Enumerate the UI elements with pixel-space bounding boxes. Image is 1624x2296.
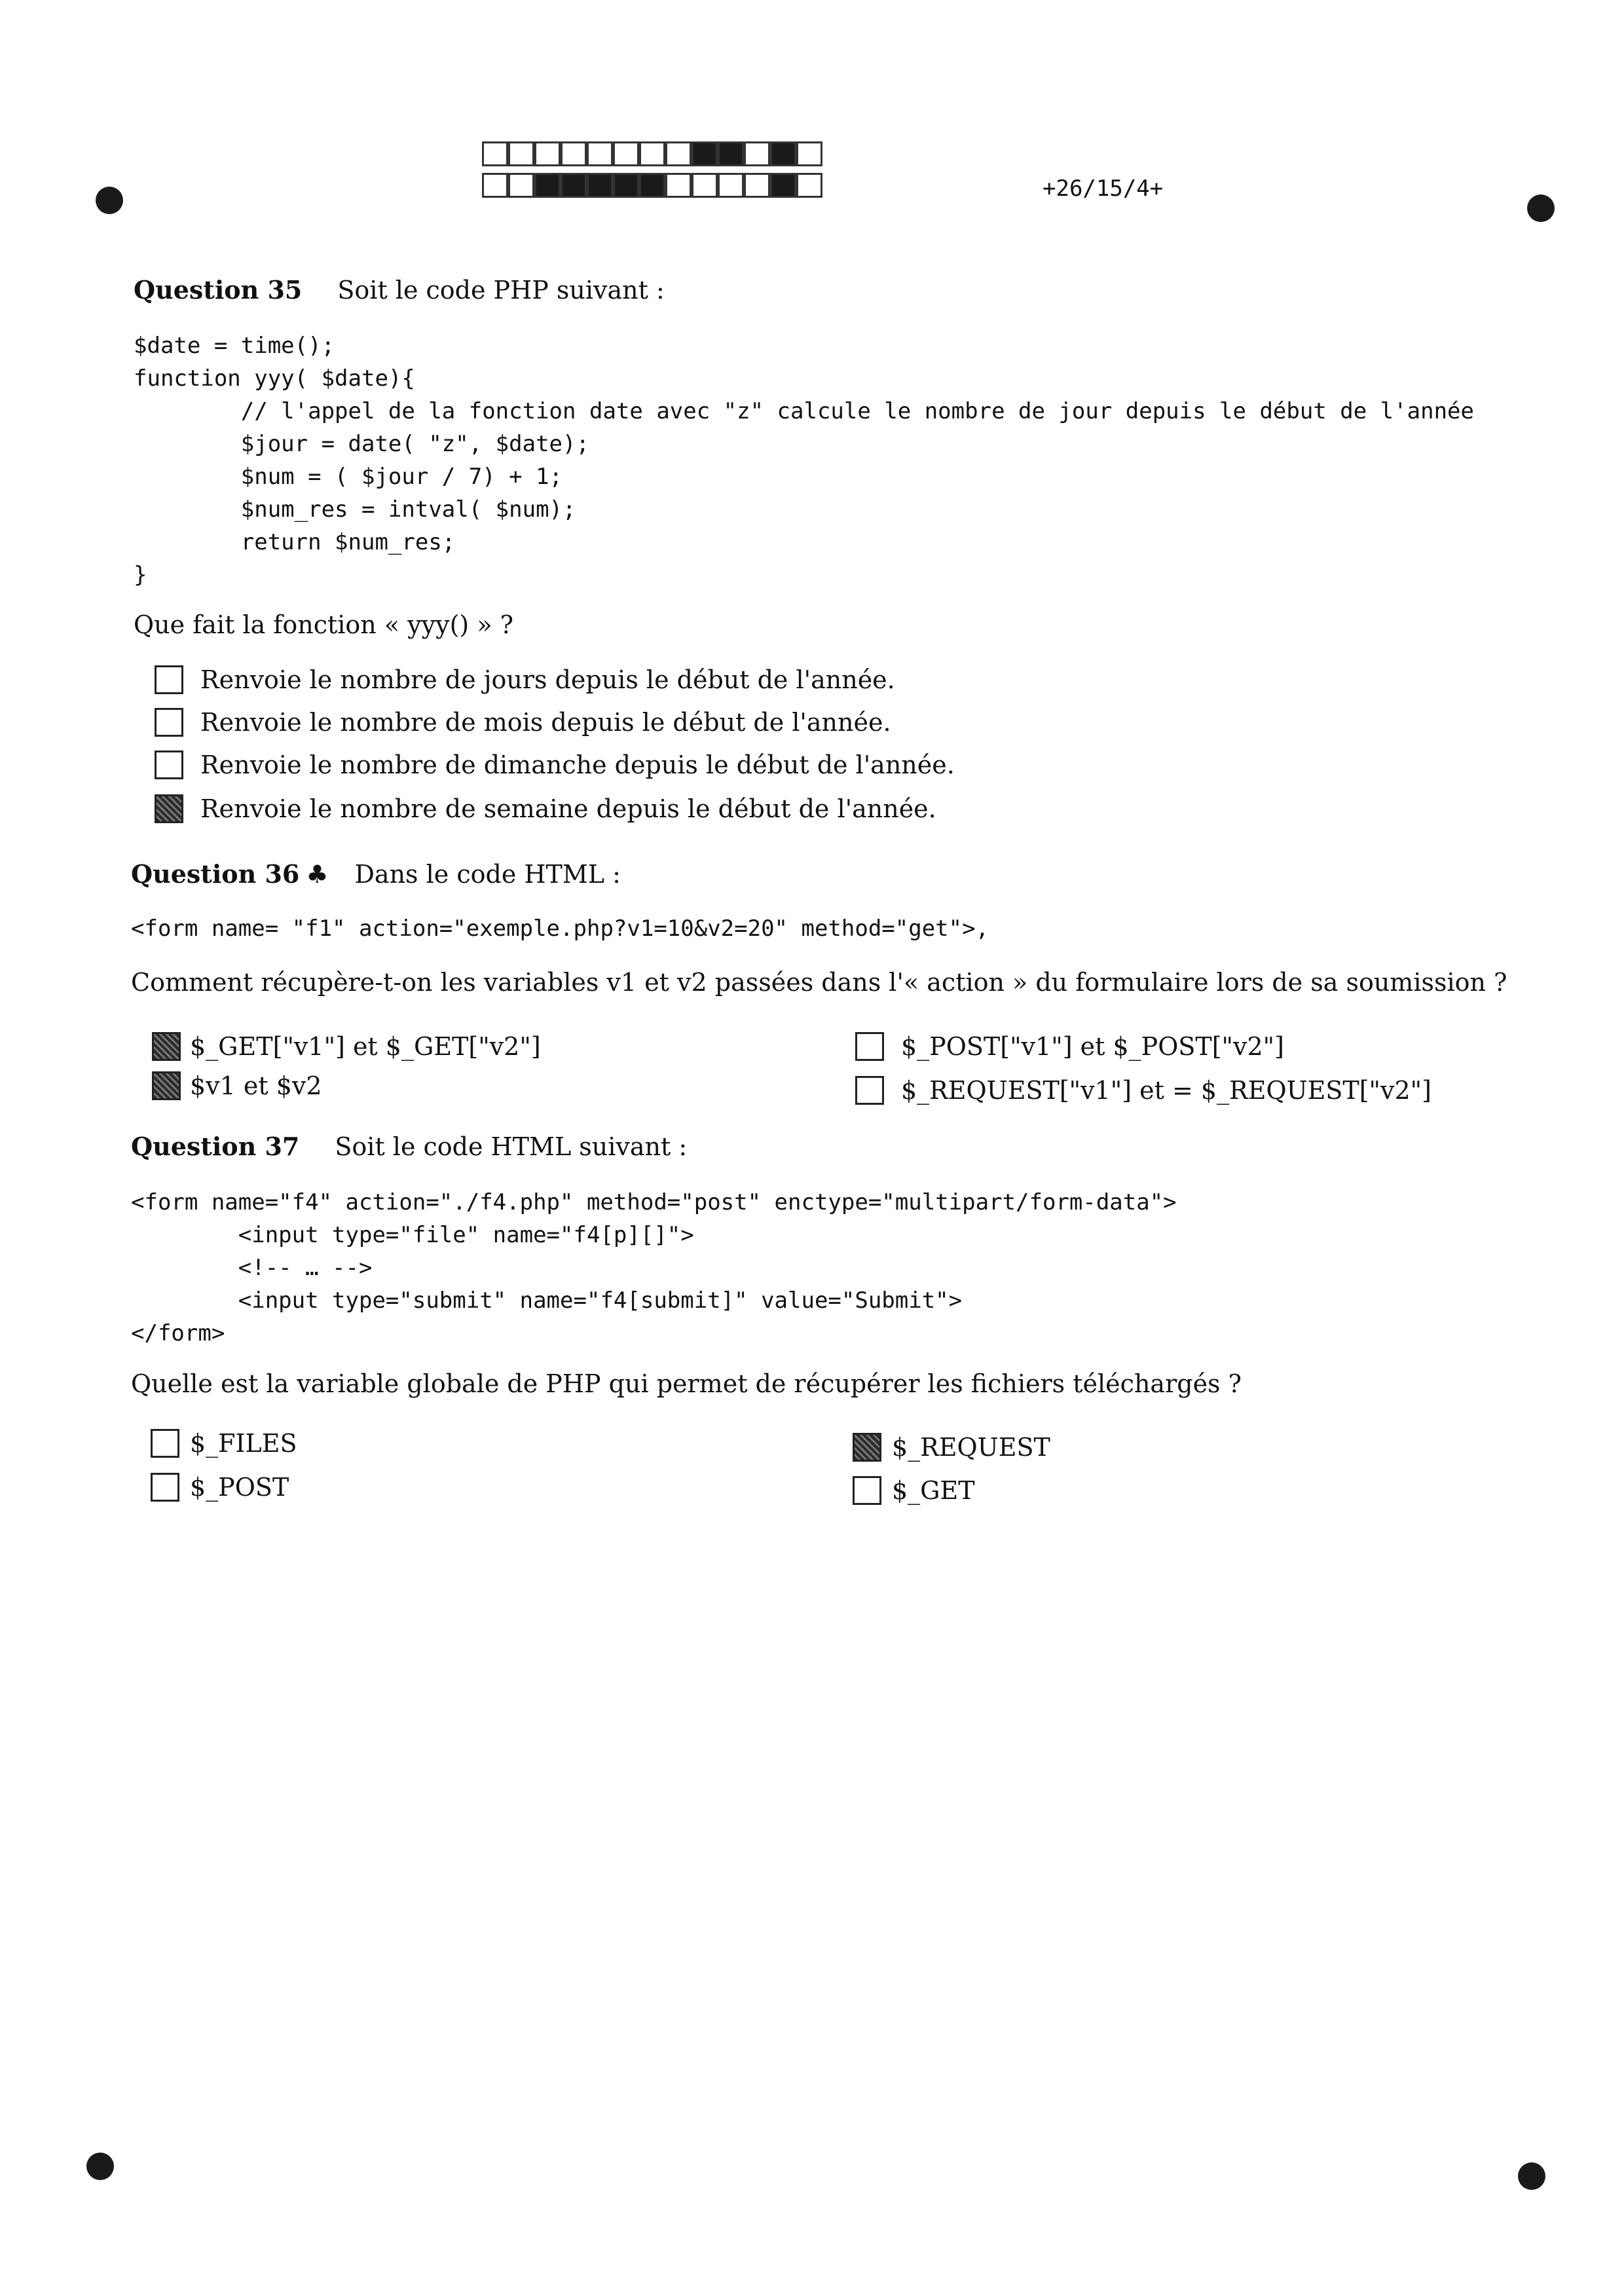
barcode-cell <box>587 173 613 198</box>
barcode-cell <box>561 173 587 198</box>
code-block: $date = time(); function yyy( $date){ // l'appel de la fonction date avec "z" calcule le nombre de jour depuis le début de l'année $jour = date( "z", $date); $num = ( $jour / 7) + 1; $num_res = intval( $num); return $num_res; } <box>134 333 1474 588</box>
barcode-cell <box>665 173 692 198</box>
option-label: Renvoie le nombre de jours depuis le début de l'année. <box>200 665 895 694</box>
checkbox[interactable] <box>155 750 183 779</box>
answer-option[interactable] <box>151 1473 289 1502</box>
answer-option[interactable] <box>155 665 895 694</box>
barcode-cell <box>770 141 796 166</box>
registration-mark-bottom-left <box>86 2153 114 2180</box>
barcode-cell <box>744 141 770 166</box>
checkbox[interactable] <box>855 1076 884 1105</box>
question-prompt: Comment récupère-t-on les variables v1 et v2 passées dans l'« action » du formulaire lors de sa soumission ? <box>131 968 1507 997</box>
checkbox[interactable] <box>155 794 183 823</box>
answer-option[interactable] <box>155 750 955 779</box>
option-label: $_POST <box>190 1473 289 1502</box>
question-prompt: Quelle est la variable globale de PHP qui permet de récupérer les fichiers téléchargés ? <box>131 1369 1242 1398</box>
question-title: Question 36 <box>131 859 300 889</box>
question-intro: Dans le code HTML : <box>354 860 621 889</box>
option-label: Renvoie le nombre de semaine depuis le début de l'année. <box>200 794 936 823</box>
checkbox[interactable] <box>853 1433 881 1462</box>
option-label: $_GET["v1"] et $_GET["v2"] <box>190 1032 541 1061</box>
option-label: $_REQUEST <box>892 1433 1050 1462</box>
question-35-header <box>134 275 665 305</box>
barcode-cell <box>508 141 534 166</box>
registration-mark-top-left <box>96 187 123 214</box>
checkbox[interactable] <box>853 1476 881 1505</box>
barcode-cell <box>796 173 822 198</box>
barcode-cell <box>639 141 665 166</box>
answer-option[interactable] <box>151 1429 297 1458</box>
barcode-cell <box>613 173 639 198</box>
question-intro: Soit le code HTML suivant : <box>335 1132 688 1161</box>
option-label: $_REQUEST["v1"] et = $_REQUEST["v2"] <box>901 1076 1431 1105</box>
checkbox[interactable] <box>152 1032 181 1061</box>
barcode-cell <box>534 141 561 166</box>
barcode-cell <box>692 141 718 166</box>
question-37-header <box>131 1132 687 1161</box>
barcode-cell <box>718 173 744 198</box>
barcode-cell <box>613 141 639 166</box>
barcode-cell <box>770 173 796 198</box>
barcode-cell <box>482 141 508 166</box>
checkbox[interactable] <box>155 665 183 694</box>
barcode-row-2 <box>482 173 822 198</box>
checkbox[interactable] <box>151 1473 179 1502</box>
answer-option[interactable] <box>155 794 936 823</box>
answer-option[interactable] <box>152 1032 541 1061</box>
barcode-cell <box>744 173 770 198</box>
barcode-cell <box>718 141 744 166</box>
barcode-cell <box>534 173 561 198</box>
option-label: $_FILES <box>190 1429 297 1458</box>
question-title: Question 37 <box>131 1132 300 1161</box>
answer-option[interactable] <box>853 1476 975 1505</box>
answer-option[interactable] <box>855 1076 1431 1105</box>
checkbox[interactable] <box>855 1032 884 1061</box>
option-label: $v1 et $v2 <box>190 1071 322 1100</box>
question-prompt: Que fait la fonction « yyy() » ? <box>134 610 514 639</box>
code-block: <form name="f4" action="./f4.php" method="post" enctype="multipart/form-data"> <input type="file" name="f4[p][]"> <!-- … --> <input type="submit" name="f4[submit]" value="Submit"> </form> <box>131 1189 1177 1346</box>
question-intro: Soit le code PHP suivant : <box>337 276 665 305</box>
barcode-cell <box>639 173 665 198</box>
page-id: +26/15/4+ <box>1043 176 1164 202</box>
answer-option[interactable] <box>152 1071 322 1100</box>
barcode-cell <box>692 173 718 198</box>
barcode-cell <box>665 141 692 166</box>
registration-mark-top-right <box>1527 194 1555 222</box>
option-label: $_POST["v1"] et $_POST["v2"] <box>901 1032 1284 1061</box>
club-icon: ♣ <box>306 860 329 889</box>
option-label: Renvoie le nombre de mois depuis le début de l'année. <box>200 708 891 737</box>
code-block: <form name= "f1" action="exemple.php?v1=10&v2=20" method="get">, <box>131 916 989 942</box>
option-label: Renvoie le nombre de dimanche depuis le début de l'année. <box>200 750 955 779</box>
checkbox[interactable] <box>155 708 183 737</box>
answer-option[interactable] <box>855 1032 1284 1061</box>
checkbox[interactable] <box>152 1071 181 1100</box>
barcode-cell <box>796 141 822 166</box>
barcode-cell <box>482 173 508 198</box>
barcode-cell <box>561 141 587 166</box>
checkbox[interactable] <box>151 1429 179 1458</box>
question-36-header <box>131 859 621 889</box>
option-label: $_GET <box>892 1476 975 1505</box>
barcode-cell <box>508 173 534 198</box>
answer-option[interactable] <box>155 708 891 737</box>
barcode-cell <box>587 141 613 166</box>
question-title: Question 35 <box>134 275 303 305</box>
barcode-row-1 <box>482 141 822 166</box>
registration-mark-bottom-right <box>1518 2162 1545 2190</box>
answer-option[interactable] <box>853 1433 1050 1462</box>
